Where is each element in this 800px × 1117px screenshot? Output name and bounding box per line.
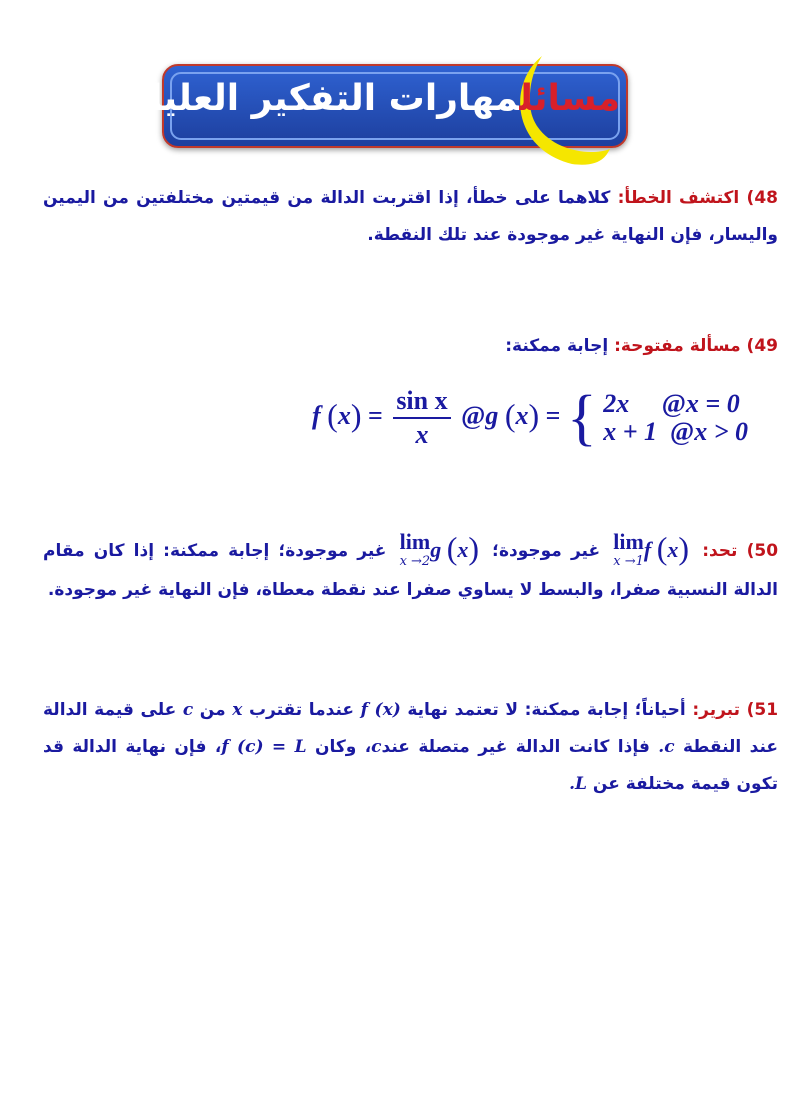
fraction-denominator: x <box>415 420 429 449</box>
fraction <box>393 386 450 450</box>
case-at: @ <box>670 417 695 446</box>
math-x: x <box>232 700 243 720</box>
math-c: c <box>182 700 194 720</box>
case-cond: x > 0 <box>694 417 749 446</box>
question-text: إجابة ممكنة: <box>505 336 609 356</box>
text-part: فإذا كانت الدالة غير متصلة عند <box>381 737 650 757</box>
question-number: 49) <box>746 336 778 356</box>
question-51 <box>43 692 778 803</box>
question-text-a: غير موجودة؛ <box>492 540 601 561</box>
question-tag: تحد: <box>702 540 738 561</box>
question-50 <box>43 530 778 609</box>
math-equation: f (c) = L <box>221 737 307 757</box>
case-expr: 2x <box>603 389 630 418</box>
question-48 <box>43 180 778 254</box>
case-cond: x = 0 <box>685 389 740 418</box>
text-part: من <box>199 700 226 720</box>
lim-var: x <box>667 537 679 562</box>
math-L: L. <box>569 774 587 794</box>
text-part: أحياناً؛ إجابة ممكنة: لا تعتمد نهاية <box>407 700 686 720</box>
question-number: 51) <box>746 700 779 720</box>
math-fx: f (x) <box>360 700 401 720</box>
function-f: f <box>312 400 321 430</box>
banner-title-red: مسائل <box>519 78 620 119</box>
limit-expression-1: lim x →1 f (x) <box>613 530 689 572</box>
text-part: عندما تقترب <box>248 700 355 720</box>
lim-function: g <box>430 537 442 562</box>
case-at: @ <box>661 389 686 418</box>
lim-subscript: x →2 <box>399 553 431 569</box>
text-part: ، وكان <box>314 737 372 757</box>
question-text-b: غير موجودة؛ إجابة ممكنة: إذا كان مقام الدالة النسبية صفرا، والبسط لا يساوي صفرا عند نقطة معطاة، فإن النهاية غير موجودة. <box>43 540 778 600</box>
question-number: 48) <box>746 188 778 208</box>
question-text: كلاهما على خطأ، إذا اقتربت الدالة من قيمتين مختلفتين من اليمين واليسار، فإن النهاية غير موجودة عند تلك النقطة. <box>43 188 778 245</box>
fraction-numerator: sin x <box>393 386 450 419</box>
formula-49: f (x) = $\frac{\text{sin x}}{x}$ @g (x) = { 2x @x = 0 x + 1 @x > 0 <box>312 384 749 452</box>
case-row-2 <box>603 418 748 446</box>
question-tag: تبرير: <box>692 700 740 720</box>
title-banner <box>135 64 628 154</box>
question-number: 50) <box>746 540 779 561</box>
lim-word: lim <box>399 528 431 554</box>
text-part: ، فإن نهاية الدالة قد تكون قيمة مختلفة عن <box>43 737 778 794</box>
question-tag: مسألة مفتوحة: <box>614 336 741 356</box>
question-49 <box>43 328 778 365</box>
lim-subscript: x →1 <box>613 553 644 569</box>
var-x: x <box>515 400 529 430</box>
var-x: x <box>337 400 351 430</box>
piecewise-cases <box>603 390 748 446</box>
case-expr: x + 1 <box>603 417 658 446</box>
text-part: على قيمة الدالة عند النقطة <box>43 700 779 757</box>
limit-expression-2: lim x →2 g (x) <box>400 530 479 572</box>
separator-at: @ <box>461 400 486 430</box>
case-row-1 <box>603 390 748 418</box>
lim-function: f <box>643 537 652 562</box>
math-c: c <box>371 737 382 757</box>
question-tag: اكتشف الخطأ: <box>617 188 740 208</box>
banner-title-white: مهارات التفكير العليا: <box>135 78 520 119</box>
function-g: g <box>485 400 499 430</box>
lim-word: lim <box>613 528 644 554</box>
lim-var: x <box>457 537 469 562</box>
banner-title <box>136 78 620 119</box>
math-c: c. <box>658 737 675 757</box>
